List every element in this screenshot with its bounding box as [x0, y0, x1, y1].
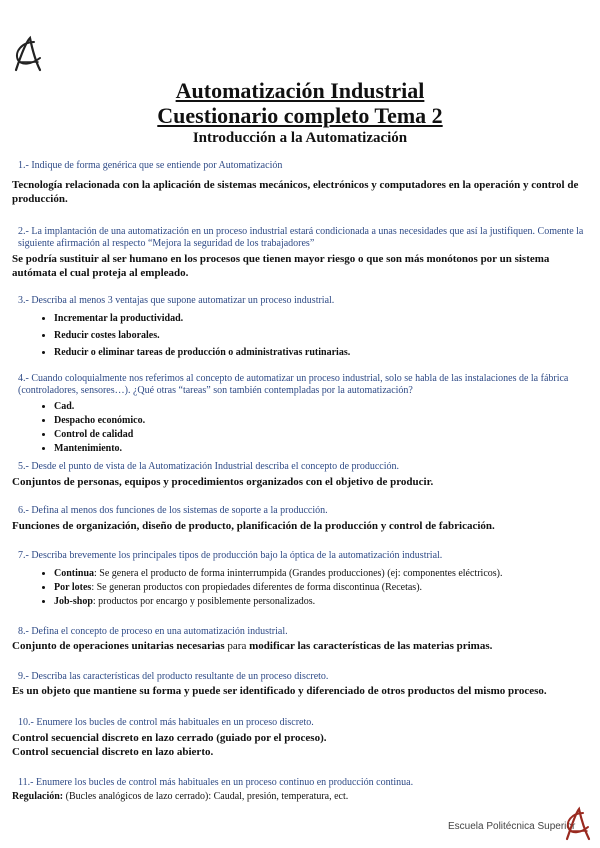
item-desc: : Se genera el producto de forma ininterrumpida (Grandes producciones) (ej: componentes eléctricos). [94, 568, 503, 579]
answer-line: Control secuencial discreto en lazo abierto. [12, 746, 214, 758]
answer-text: Funciones de organización, diseño de producto, planificación de la producción y control de fabricación. [12, 520, 495, 532]
question-text: 4.- Cuando coloquialmente nos referimos al concepto de automatizar un proceso industrial, solo se habla de las instalaciones de la fábrica (controladores, sensores…). ¿Qué otras “tareas” son también contempladas por la automatización? [18, 373, 569, 396]
item-term: Job-shop [54, 596, 93, 607]
bullet-list [12, 568, 592, 608]
list-item [54, 582, 592, 594]
item-desc: : Se generan productos con propiedades diferentes de forma discontinua (Recetas). [91, 582, 423, 593]
answer-part: Conjunto de operaciones unitarias necesarias [12, 640, 225, 652]
question-block-2 [12, 226, 592, 280]
question-text: 1.- Indique de forma genérica que se entiende por Automatización [18, 160, 283, 171]
question-text: 11.- Enumere los bucles de control más habituales en un proceso continuo en producción continua. [18, 777, 414, 788]
answer-line: Control secuencial discreto en lazo cerrado (guiado por el proceso). [12, 732, 327, 744]
item-desc: : productos por encargo y posiblemente personalizados. [92, 596, 316, 607]
question-text: 2.- La implantación de una automatización en un proceso industrial estará condicionada a unas necesidades que así la justifiquen. Comente la siguiente afirmación al respecto “Mejora la seguridad de los trabajadores” [18, 226, 584, 249]
item-term: Por lotes [54, 582, 92, 593]
list-item: • Cad. [54, 401, 592, 413]
answer-text [12, 639, 592, 653]
title-block [0, 78, 600, 147]
question-block-4 [12, 373, 592, 455]
question-text: 9.- Describa las características del producto resultante de un proceso discreto. [18, 671, 329, 682]
answer-text: Tecnología relacionada con la aplicación de sistemas mecánicos, electrónicos y computadores en la operación y control de producción. [12, 179, 579, 205]
question-text: 10.- Enumere los bucles de control más habituales en un proceso discreto. [18, 717, 314, 728]
list-item: • Control de calidad [54, 429, 592, 441]
answer-text: Se podría sustituir al ser humano en los procesos que tienen mayor riesgo o que son más monótonos por un sistema autómata el cual proteja al empleado. [12, 253, 550, 279]
question-text: 8.- Defina el concepto de proceso en una automatización industrial. [18, 626, 288, 637]
bullet-list [12, 313, 592, 359]
question-text: 6.- Defina al menos dos funciones de los sistemas de soporte a la producción. [18, 505, 328, 516]
question-block-10 [12, 717, 592, 759]
question-block-5 [12, 461, 592, 489]
question-block-1 [12, 160, 592, 206]
question-text: 7.- Describa brevemente los principales tipos de producción bajo la óptica de la automatización industrial. [18, 550, 443, 561]
list-item [54, 596, 592, 608]
list-item [54, 568, 592, 580]
document-subtitle: Cuestionario completo Tema 2 [157, 103, 443, 128]
question-text: 3.- Describa al menos 3 ventajas que supone automatizar un proceso industrial. [18, 295, 335, 306]
answer-part: modificar las características de las materias primas. [249, 640, 493, 652]
list-item: • Reducir o eliminar tareas de producción o administrativas rutinarias. [54, 347, 592, 359]
answer-part: para [224, 640, 250, 652]
footer-school-name: Escuela Politécnica Superior [448, 821, 576, 832]
list-item: • Reducir costes laborales. [54, 330, 592, 342]
question-block-8 [12, 626, 592, 653]
answer-part: (Bucles analógicos de lazo cerrado): Caudal, presión, temperatura, ect. [63, 791, 349, 802]
question-block-6 [12, 505, 592, 533]
answer-part: Regulación: [12, 791, 64, 802]
logo-icon [10, 34, 44, 74]
footer [440, 806, 600, 842]
list-item: • Despacho económico. [54, 415, 592, 427]
question-block-3 [12, 295, 592, 359]
answer-text: Conjuntos de personas, equipos y procedimientos organizados con el objetivo de producir. [12, 476, 434, 488]
school-logo-icon [562, 806, 592, 842]
question-block-7 [12, 550, 592, 608]
question-block-9 [12, 671, 592, 698]
list-item: • Mantenimiento. [54, 443, 592, 455]
question-block-11 [12, 777, 592, 804]
section-title: Introducción a la Automatización [192, 130, 408, 146]
answer-text: Es un objeto que mantiene su forma y puede ser identificado y diferenciado de otros productos del mismo proceso. [12, 685, 547, 697]
questionnaire [12, 160, 592, 804]
list-item: • Incrementar la productividad. [54, 313, 592, 325]
bullet-list [12, 401, 592, 455]
document-title: Automatización Industrial [175, 78, 425, 103]
question-text: 5.- Desde el punto de vista de la Automatización Industrial describa el concepto de producción. [18, 461, 399, 472]
answer-text [12, 790, 592, 804]
item-term: Continua [54, 568, 95, 579]
